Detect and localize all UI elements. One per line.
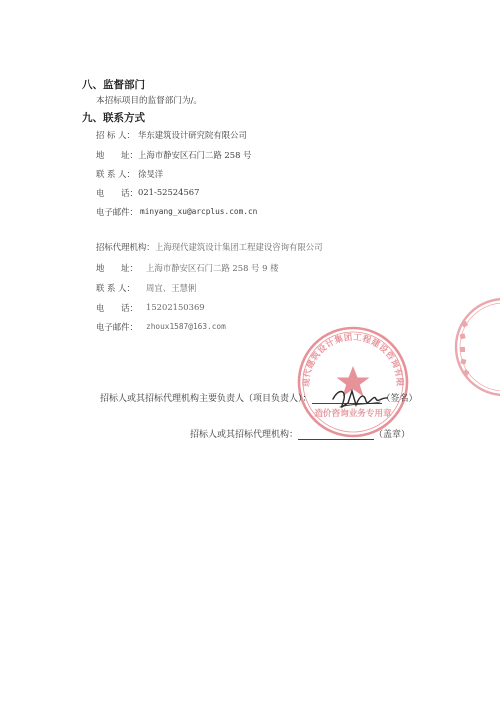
svg-text:上海现代建筑设计集团工程建设咨询有限公司: 上海现代建筑设计集团工程建设咨询有限公司 xyxy=(288,314,406,387)
tenderer-email-label: 电子邮件： xyxy=(96,207,138,217)
handwritten-signature xyxy=(330,383,390,413)
tenderer-phone-label: 电 话： xyxy=(96,188,138,198)
tenderer-address-value: 上海市静安区石门二路 258 号 xyxy=(138,150,252,160)
seal-prefix: 招标人或其招标代理机构： xyxy=(190,430,299,440)
signature-prefix: 招标人或其招标代理机构主要负责人（项目负责人）： xyxy=(100,394,312,404)
section-8-text: 本招标项目的监督部门为/。 xyxy=(96,96,203,106)
tenderer-email-value: minyang_xu@arcplus.com.cn xyxy=(140,207,258,216)
tenderer-contact-label: 联 系 人： xyxy=(96,169,135,179)
tenderer-name-value: 华东建筑设计研究院有限公司 xyxy=(138,130,247,140)
seal-blank[interactable] xyxy=(298,428,374,440)
agency-address-value: 上海市静安区石门二路 258 号 9 楼 xyxy=(146,263,279,273)
agency-phone-label: 电 话： xyxy=(96,303,138,313)
agency-address-label: 地 址： xyxy=(96,263,138,273)
svg-text:造价咨询业务专用章: 造价咨询业务专用章 xyxy=(314,409,392,419)
agency-phone-value: 15202150369 xyxy=(146,302,205,312)
tenderer-address-label: 地 址： xyxy=(96,150,138,160)
partial-seal-stamp xyxy=(452,292,500,402)
agency-name-value: 上海现代建筑设计集团工程建设咨询有限公司 xyxy=(155,242,323,252)
company-seal-stamp xyxy=(288,314,413,442)
tenderer-contact-value: 徐旻洋 xyxy=(138,169,164,179)
agency-contact-value: 周宜、王慧俐 xyxy=(146,283,197,293)
agency-email-label: 电子邮件： xyxy=(96,322,138,332)
section-8-heading: 八、监督部门 xyxy=(82,79,145,91)
tenderer-name-label: 招 标 人： xyxy=(96,130,135,140)
agency-contact-label: 联 系 人： xyxy=(96,283,135,293)
seal-suffix: （盖章） xyxy=(374,430,411,440)
seal-line-organization xyxy=(190,427,410,440)
signature-suffix: （签名） xyxy=(381,394,418,404)
agency-name-label: 招标代理机构： xyxy=(96,242,155,252)
tenderer-phone-value: 021-52524567 xyxy=(138,187,200,197)
section-9-heading: 九、联系方式 xyxy=(82,112,145,124)
agency-email-value: zhoux1587@163.com xyxy=(146,322,226,331)
